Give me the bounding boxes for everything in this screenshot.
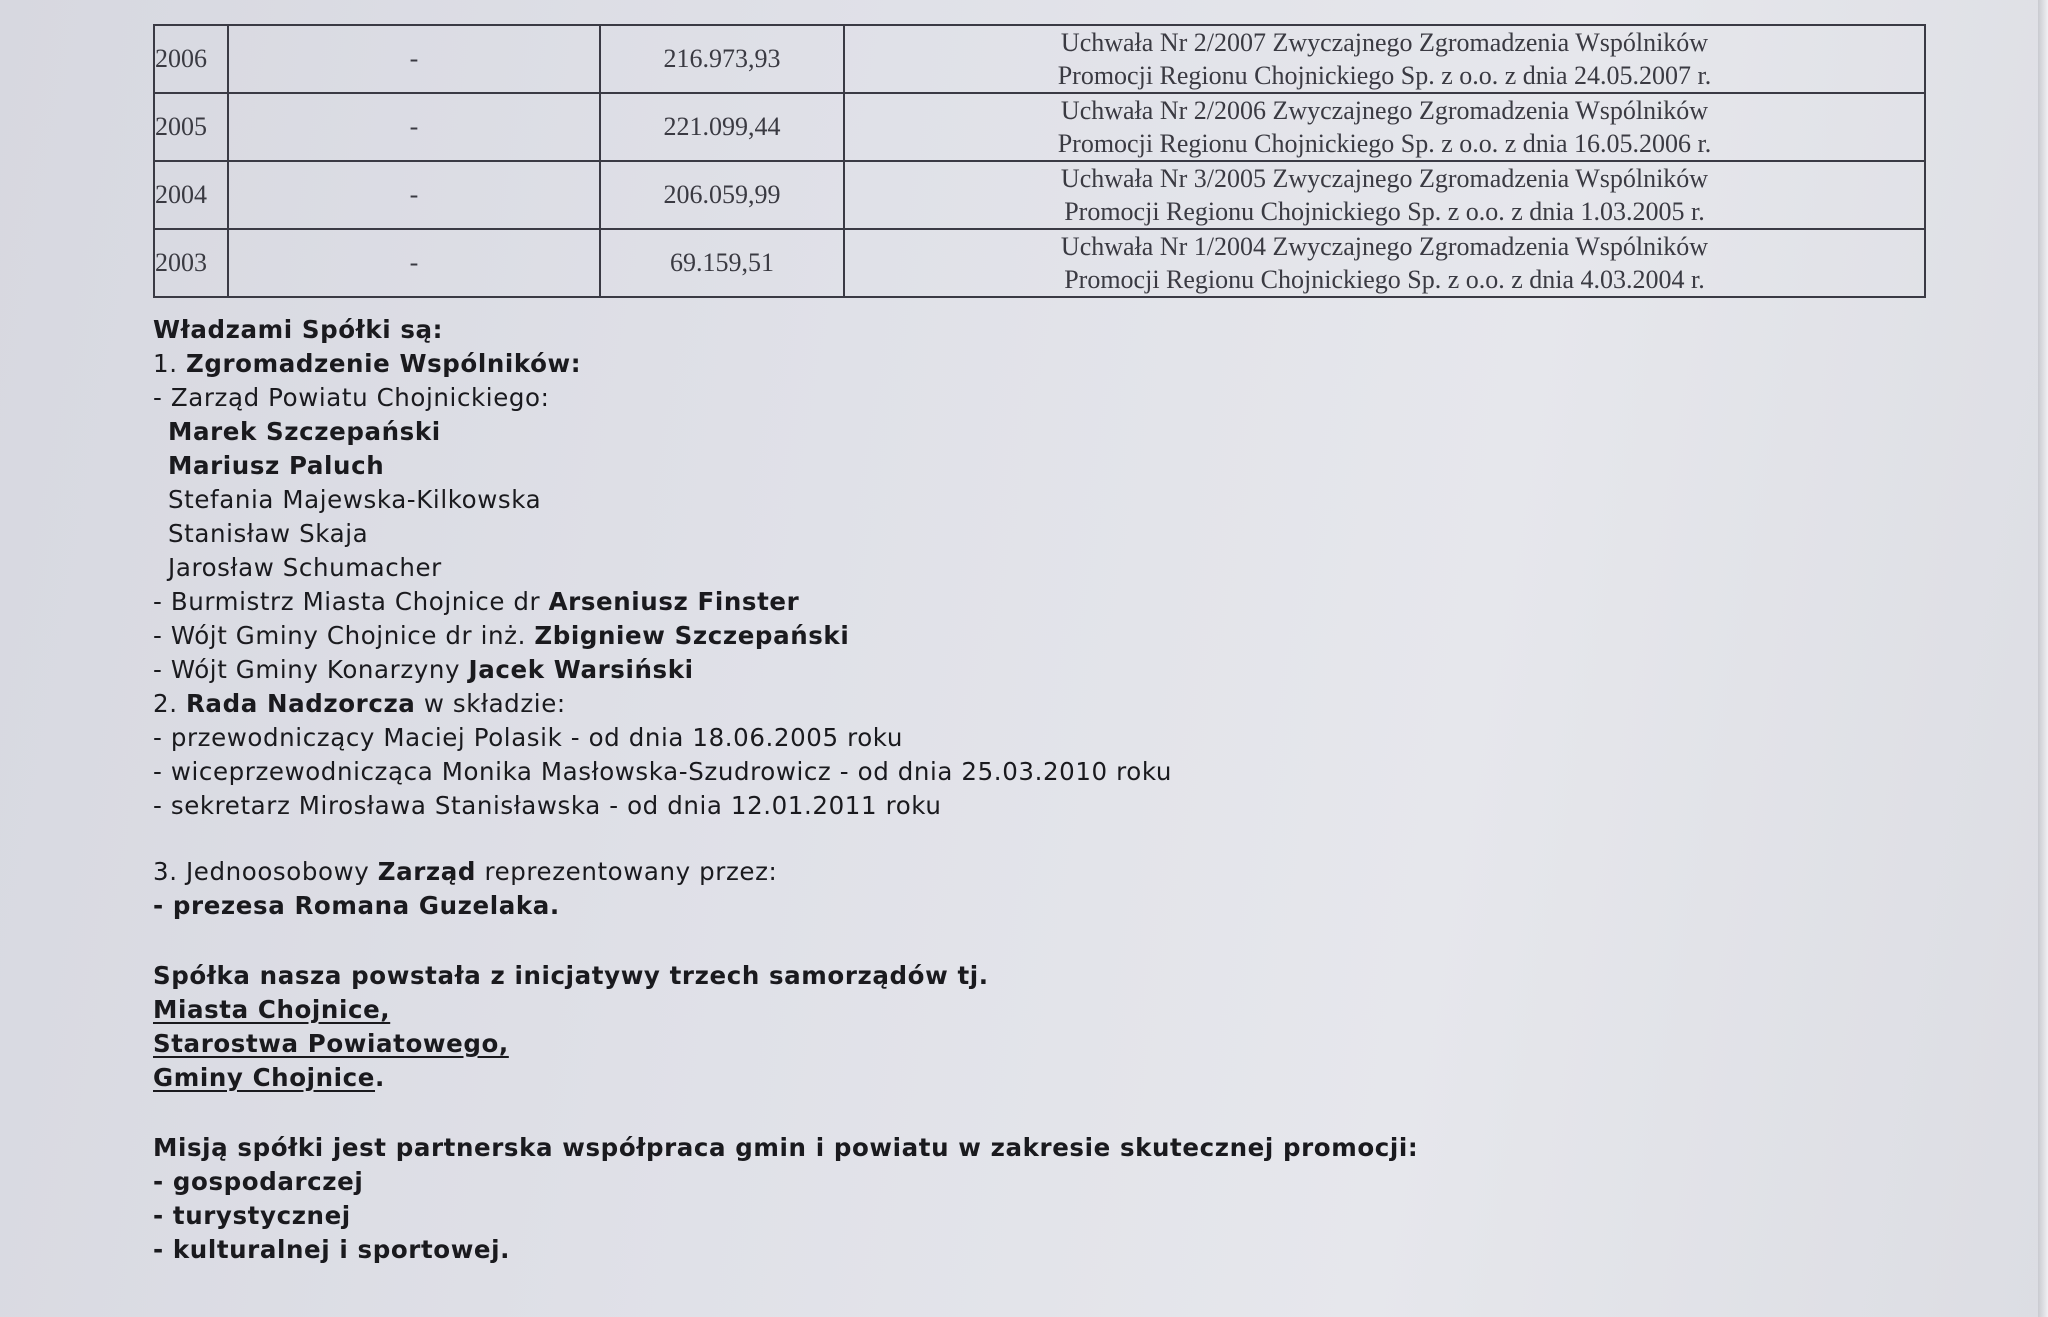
page-edge (2038, 0, 2048, 1317)
section-3-heading (153, 855, 1653, 889)
year-cell: 2004 (154, 161, 228, 229)
resolution-line-1: Uchwała Nr 2/2007 Zwyczajnego Zgromadzenia Wspólników (1060, 28, 1709, 57)
council-member: - sekretarz Mirosława Stanisławska - od dnia 12.01.2011 roku (153, 791, 942, 820)
section-title: Zgromadzenie Wspólników: (185, 349, 582, 378)
amount-cell: 221.099,44 (600, 93, 844, 161)
resolution-line-2: Promocji Regionu Chojnickiego Sp. z o.o. z dnia 24.05.2007 r. (1057, 61, 1712, 90)
board-member: Marek Szczepański (168, 417, 441, 446)
mission-item: - gospodarczej (153, 1167, 364, 1196)
authorities-heading: Władzami Spółki są: (153, 315, 444, 344)
resolution-cell (844, 229, 1925, 297)
founder-item (153, 1061, 1653, 1095)
resolution-cell (844, 25, 1925, 93)
financial-results-table (153, 24, 1926, 298)
table-row (154, 229, 1925, 297)
wojt-name: Jacek Warsiński (468, 655, 694, 684)
board-member: Mariusz Paluch (168, 451, 385, 480)
mission-item: - kulturalnej i sportowej. (153, 1235, 511, 1264)
founding-heading: Spółka nasza powstała z inicjatywy trzech samorządów tj. (153, 961, 989, 990)
mayor-prefix: - Burmistrz Miasta Chojnice dr (153, 587, 549, 616)
resolution-line-2: Promocji Regionu Chojnickiego Sp. z o.o. z dnia 4.03.2004 r. (1064, 265, 1705, 294)
dash-cell: - (228, 25, 600, 93)
board-member: Stanisław Skaja (168, 519, 369, 548)
board-member: Jarosław Schumacher (168, 553, 442, 582)
year-cell: 2005 (154, 93, 228, 161)
mayor-line (153, 585, 1653, 619)
resolution-line-2: Promocji Regionu Chojnickiego Sp. z o.o. z dnia 1.03.2005 r. (1064, 197, 1705, 226)
council-member: - wiceprzewodnicząca Monika Masłowska-Szudrowicz - od dnia 25.03.2010 roku (153, 757, 1172, 786)
mission-heading: Misją spółki jest partnerska współpraca gmin i powiatu w zakresie skutecznej promocji: (153, 1133, 1419, 1162)
founder-item (153, 993, 1653, 1027)
dash-cell: - (228, 93, 600, 161)
year-cell: 2003 (154, 229, 228, 297)
amount-cell: 216.973,93 (600, 25, 844, 93)
table-row (154, 93, 1925, 161)
document-body (153, 313, 1653, 1267)
table-row (154, 25, 1925, 93)
wojt-name: Zbigniew Szczepański (534, 621, 850, 650)
founder-end: . (375, 1063, 385, 1092)
amount-cell: 206.059,99 (600, 161, 844, 229)
section-suffix: reprezentowany przez: (476, 857, 778, 886)
wojt-line (153, 653, 1653, 687)
section-number: 2. (153, 689, 186, 718)
section-2-heading (153, 687, 1653, 721)
founder-name: Gminy Chojnice (153, 1063, 376, 1092)
year-cell: 2006 (154, 25, 228, 93)
amount-cell: 69.159,51 (600, 229, 844, 297)
county-board-label: - Zarząd Powiatu Chojnickiego: (153, 383, 550, 412)
dash-cell: - (228, 229, 600, 297)
resolution-line-2: Promocji Regionu Chojnickiego Sp. z o.o. z dnia 16.05.2006 r. (1057, 129, 1712, 158)
resolution-line-1: Uchwała Nr 3/2005 Zwyczajnego Zgromadzenia Wspólników (1060, 164, 1709, 193)
mayor-name: Arseniusz Finster (548, 587, 800, 616)
resolution-line-1: Uchwała Nr 1/2004 Zwyczajnego Zgromadzenia Wspólników (1060, 232, 1709, 261)
table-row (154, 161, 1925, 229)
section-suffix: w składzie: (415, 689, 566, 718)
board-member: Stefania Majewska-Kilkowska (168, 485, 542, 514)
founder-name: Miasta Chojnice, (153, 995, 391, 1024)
resolution-line-1: Uchwała Nr 2/2006 Zwyczajnego Zgromadzenia Wspólników (1060, 96, 1709, 125)
president-line: - prezesa Romana Guzelaka. (153, 891, 560, 920)
section-1-heading (153, 347, 1653, 381)
section-title: Zarząd (377, 857, 477, 886)
dash-cell: - (228, 161, 600, 229)
founder-item (153, 1027, 1653, 1061)
section-title: Rada Nadzorcza (185, 689, 416, 718)
wojt-prefix: - Wójt Gminy Chojnice dr inż. (153, 621, 535, 650)
wojt-line (153, 619, 1653, 653)
wojt-prefix: - Wójt Gminy Konarzyny (153, 655, 469, 684)
mission-item: - turystycznej (153, 1201, 351, 1230)
section-prefix: 3. Jednoosobowy (153, 857, 378, 886)
council-member: - przewodniczący Maciej Polasik - od dnia 18.06.2005 roku (153, 723, 903, 752)
resolution-cell (844, 93, 1925, 161)
founder-name: Starostwa Powiatowego, (153, 1029, 509, 1058)
resolution-cell (844, 161, 1925, 229)
section-number: 1. (153, 349, 186, 378)
